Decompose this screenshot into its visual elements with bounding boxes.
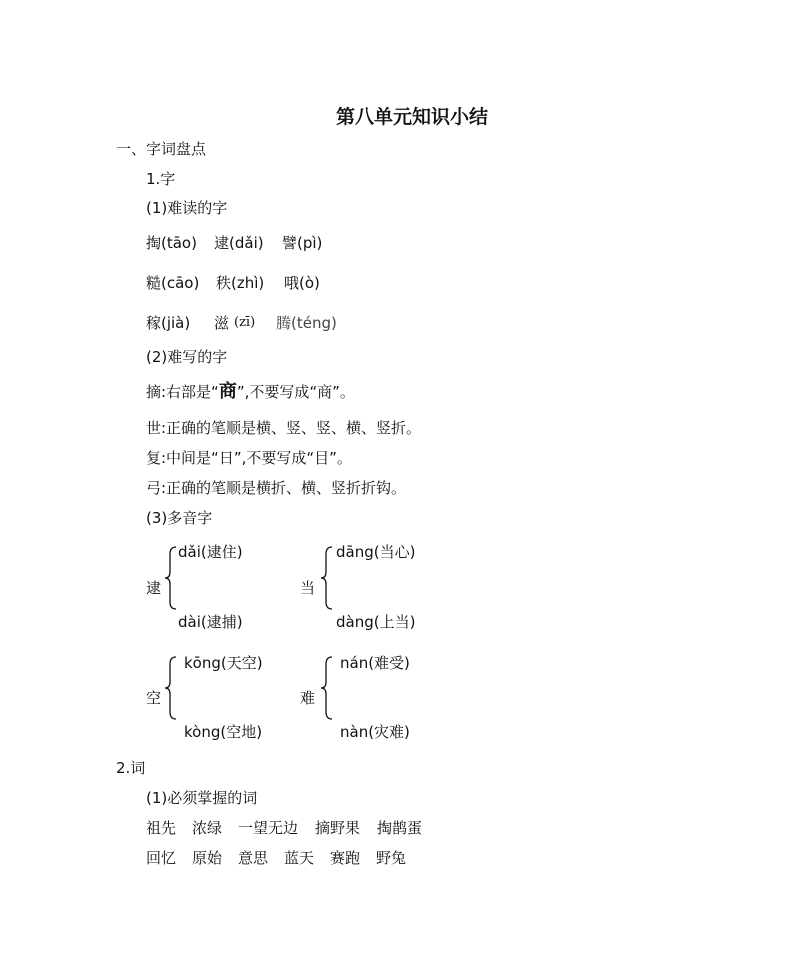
polyphone-char: 空 [146,689,162,707]
brace-icon [320,656,334,720]
word-item: 蓝天 [284,849,315,867]
word-item: 掏鹊蛋 [377,819,423,837]
hard-read-item: 掏(tāo) [146,234,197,252]
word-item: 浓绿 [192,819,223,837]
word-item: 野兔 [376,849,407,867]
polyphone-bottom: kòng(空地) [184,723,263,741]
word-item: 摘野果 [315,819,361,837]
polyphone-heading: (3)多音字 [146,509,213,527]
section-heading: 一、字词盘点 [116,140,207,158]
polyphone-bottom: dàng(上当) [336,613,416,631]
polyphone-top: kōng(天空) [184,654,263,672]
subsection-word: 2.词 [116,759,146,777]
polyphone-top: dǎi(逮住) [178,543,243,561]
polyphone-char: 逮 [146,579,162,597]
subsection-char: 1.字 [146,170,176,188]
brace-icon [320,546,334,610]
word-item: 回忆 [146,849,177,867]
hard-read-item: 腾(téng) [276,314,337,332]
hard-read-item: 逮(dǎi) [214,234,264,252]
polyphone-char: 当 [300,579,316,597]
hard-read-item: 譬(pì) [282,234,323,252]
word-item: 祖先 [146,819,177,837]
polyphone-top: nán(难受) [340,654,410,672]
hard-read-item: (zī) [234,315,256,330]
hard-read-item: 滋 [214,314,230,332]
hard-write-line: 弓:正确的笔顺是横折、横、竖折折钩。 [146,479,407,497]
word-item: 原始 [192,849,223,867]
hard-write-text: ”,不要写成“商”。 [236,383,355,401]
page-title: 第八单元知识小结 [336,106,489,128]
hard-read-item: 糙(cāo) [146,274,200,292]
hard-write-line: 复:中间是“日”,不要写成“目”。 [146,449,352,467]
hard-read-item: 稼(jià) [146,314,191,332]
word-item: 意思 [238,849,269,867]
hard-write-text: 摘:右部是“ [146,383,219,401]
polyphone-top: dāng(当心) [336,543,416,561]
brace-icon [164,656,178,720]
highlight-char: 商 [218,381,237,402]
polyphone-bottom: dài(逮捕) [178,613,243,631]
hard-write-line [146,382,355,402]
hard-read-heading: (1)难读的字 [146,199,228,217]
hard-write-heading: (2)难写的字 [146,348,228,366]
hard-read-item: 秩(zhì) [216,274,265,292]
brace-icon [164,546,178,610]
words-heading: (1)必须掌握的词 [146,789,258,807]
polyphone-char: 难 [300,689,316,707]
hard-write-line: 世:正确的笔顺是横、竖、竖、横、竖折。 [146,419,422,437]
word-item: 一望无边 [238,819,299,837]
hard-read-item: 哦(ò) [284,274,320,292]
word-item: 赛跑 [330,849,361,867]
polyphone-bottom: nàn(灾难) [340,723,410,741]
